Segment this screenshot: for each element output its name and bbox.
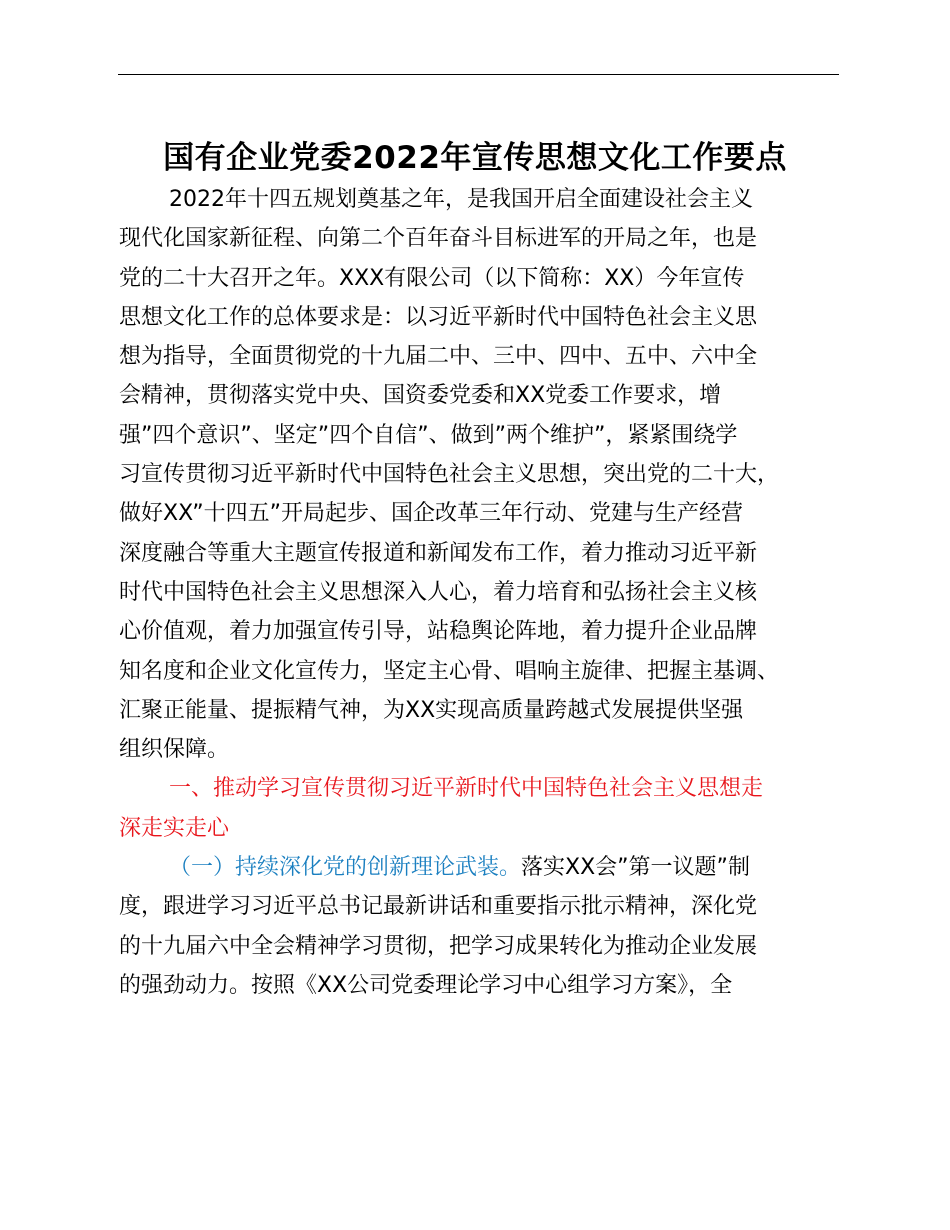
subsection-heading: （一）持续深化党的创新理论武装。: [169, 855, 522, 881]
paragraph-line: 心价值观，着力加强宣传引导，站稳舆论阵地，着力提升企业品牌: [119, 619, 758, 645]
document-body: [119, 180, 844, 1005]
paragraph-line: 时代中国特色社会主义思想深入人心，着力培育和弘扬社会主义核: [119, 579, 758, 605]
paragraph-line: 想为指导，全面贯彻党的十九届二中、三中、四中、五中、六中全: [119, 344, 758, 370]
paragraph-line: 的强劲动力。按照《XX公司党委理论学习中心组学习方案》，全: [119, 972, 733, 998]
paragraph-line: 思想文化工作的总体要求是：以习近平新时代中国特色社会主义思: [119, 304, 758, 330]
paragraph-line: 会精神，贯彻落实党中央、国资委党委和XX党委工作要求，增: [119, 383, 722, 409]
document-title: 国有企业党委2022年宣传思想文化工作要点: [163, 140, 787, 176]
section-heading-line: 一、推动学习宣传贯彻习近平新时代中国特色社会主义思想走: [169, 776, 764, 802]
paragraph-line: 深度融合等重大主题宣传报道和新闻发布工作，着力推动习近平新: [119, 540, 758, 566]
section-heading-line: 深走实走心: [119, 815, 230, 841]
header-rule: [118, 74, 839, 75]
paragraph-line: 2022年十四五规划奠基之年，是我国开启全面建设社会主义: [169, 187, 753, 212]
paragraph-line: 强”四个意识”、坚定”四个自信”、做到”两个维护”，紧紧围绕学: [119, 422, 738, 448]
paragraph-line: 汇聚正能量、提振精气神，为XX实现高质量跨越式发展提供坚强: [119, 697, 744, 723]
paragraph-line: 习宣传贯彻习近平新时代中国特色社会主义思想，突出党的二十大，: [119, 462, 780, 488]
subsection-text: 落实XX会”第一议题”制: [521, 855, 750, 881]
paragraph-line: 现代化国家新征程、向第二个百年奋斗目标进军的开局之年，也是: [119, 226, 758, 252]
paragraph-line: 组织保障。: [119, 737, 230, 763]
paragraph-line: 党的二十大召开之年。XXX有限公司（以下简称：XX）今年宣传: [119, 265, 745, 291]
paragraph-line: 度，跟进学习习近平总书记最新讲话和重要指示批示精神，深化党: [119, 894, 758, 920]
paragraph-line: 做好XX”十四五”开局起步、国企改革三年行动、党建与生产经营: [119, 501, 744, 527]
paragraph-line: 的十九届六中全会精神学习贯彻，把学习成果转化为推动企业发展: [119, 933, 758, 959]
subsection-first-line: [119, 848, 844, 887]
paragraph-line: 知名度和企业文化宣传力，坚定主心骨、唱响主旋律、把握主基调、: [119, 658, 780, 684]
